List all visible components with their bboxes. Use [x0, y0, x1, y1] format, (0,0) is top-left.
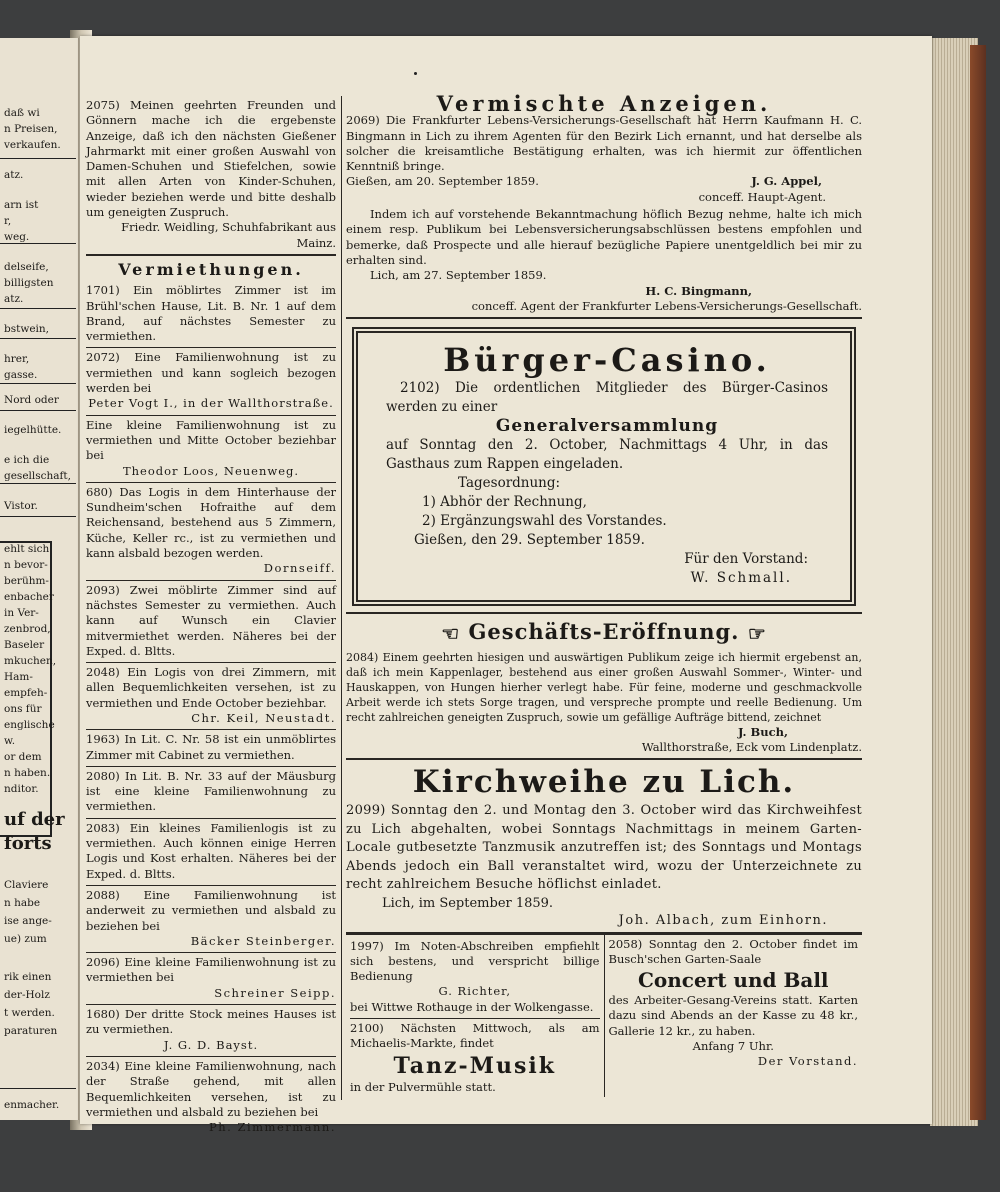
casino-text: 2102) Die ordentlichen Mitglieder des Bürger-Casinos werden zu einer	[386, 380, 828, 416]
section-heading-vermischte-anzeigen: Vermischte Anzeigen.	[436, 91, 772, 116]
ad-2100	[350, 1019, 600, 1095]
bottom-left-ads	[346, 935, 605, 1097]
ad-text: in der Pulvermühle statt.	[350, 1079, 496, 1094]
ad-2083	[86, 819, 336, 886]
left-page-text-fragment: verkaufen.	[4, 139, 61, 151]
ad-text: 2075) Meinen geehrten Freunden und Gönnern mache ich die ergebenste Anzeige, daß ich den nächsten Gießener Jahrmarkt mit einer großen Auswahl von Damen-Schuhen und Stiefelchen, sowie mit allen Arten von Kinder-Schuhen, wieder beziehen werde und bitte deshalb um geneigten Zuspruch.	[86, 98, 336, 220]
ad-2084	[346, 612, 862, 760]
ad-text: Indem ich auf vorstehende Bekanntmachung höflich Bezug nehme, halte ich mich einem resp. Publikum bei Lebensversicherungsabschlüssen bestens empfohlen und bemerke, daß Prospecte und alle hierauf bezügliche Papiere unentgeldlich bei mir zu erhalten sind.	[346, 207, 862, 267]
left-page-text-fragment: rik einen	[4, 971, 52, 983]
left-page-text-fragment: r,	[4, 215, 12, 227]
ad-680	[86, 483, 336, 581]
left-page-text-fragment: uf der	[4, 809, 65, 830]
pointing-hand-left-icon: ☜	[441, 621, 461, 646]
left-page-text-fragment: empfeh-	[4, 687, 48, 699]
left-page-text-fragment: e ich die	[4, 454, 50, 466]
left-page-text-fragment: delseife,	[4, 261, 49, 273]
left-column	[86, 96, 336, 1138]
ad-signature: G. Richter,	[438, 984, 512, 999]
casino-date: Gießen, den 29. September 1859.	[414, 532, 645, 549]
ad-signature-title: conceff. Haupt-Agent.	[698, 189, 826, 204]
left-page-text-fragment: zenbrod,	[4, 623, 51, 635]
ad-text: 1997) Im Noten-Abschreiben empfiehlt sich bestens, und verspricht billige Bedienung	[350, 938, 600, 984]
ad-signature: Friedr. Weidling, Schuhfabrikant aus Mainz.	[121, 220, 336, 250]
left-page-text-fragment: n Preisen,	[4, 123, 58, 135]
ad-2072	[86, 348, 336, 415]
left-page-text-fragment: weg.	[4, 231, 30, 243]
ad-text: 2099) Sonntag den 2. und Montag den 3. October wird das Kirchweihfest zu Lich abgehalten, wobei Sonntags Nachmittags in meinem Garten-Locale gutbesetzte Tanzmusik anzutreffen ist; des Sonntags und Montags Abends jedoch ein Ball veranstaltet wird, wozu der Unterzeichnete zu recht zahlreichem Besuche höflichst einladet.	[346, 803, 862, 893]
left-page-text-fragment: billigsten	[4, 277, 54, 289]
ad-text: 2048) Ein Logis von drei Zimmern, mit allen Bequemlichkeiten versehen, ist zu vermiethen und Ende October beziehbar.	[86, 665, 336, 710]
left-page-text-fragment: forts	[4, 833, 52, 854]
left-page-text-fragment: ehlt sich	[4, 543, 50, 555]
left-page-text-fragment: Nord oder	[4, 394, 59, 406]
left-page-text-fragment: or dem	[4, 751, 42, 763]
left-page-fragment	[0, 38, 79, 1120]
ad-signature: J. Buch,	[737, 724, 788, 739]
ad-2088	[86, 886, 336, 953]
right-column	[346, 91, 862, 1097]
book-cover	[970, 45, 986, 1120]
left-page-text-fragment: enmacher.	[4, 1099, 60, 1111]
left-page-text-fragment: paraturen	[4, 1025, 58, 1037]
left-page-rule	[0, 338, 76, 339]
left-page-rule	[0, 483, 76, 484]
left-page-text-fragment: ons für	[4, 703, 42, 715]
kirchweihe-title: Kirchweihe zu Lich.	[412, 764, 796, 801]
ad-signature-address: Wallthorstraße, Eck vom Lindenplatz.	[641, 739, 862, 754]
ad-text: 2083) Ein kleines Familienlogis ist zu vermiethen. Auch können einige Herren Logis und Kost erhalten. Näheres bei der Exped. d. Bltts.	[86, 820, 336, 881]
ad-signature: J. G. Appel,	[751, 174, 822, 189]
ad-signature: H. C. Bingmann,	[645, 283, 752, 298]
left-page-rule	[0, 383, 76, 384]
ad-2099	[346, 760, 862, 932]
ad-signature: J. G. D. Bayst.	[163, 1037, 259, 1052]
ad-2069	[346, 111, 862, 319]
left-page-text-fragment: Vistor.	[4, 500, 38, 512]
opening-title-line	[346, 616, 862, 650]
section-heading-vermiethungen: Vermiethungen.	[118, 259, 304, 279]
left-page-text-fragment: iegelhütte.	[4, 424, 62, 436]
left-page-rule	[0, 410, 76, 411]
ad-address: bei Wittwe Rothauge in der Wolkengasse.	[350, 999, 594, 1014]
left-page-text-fragment: berühm-	[4, 575, 49, 587]
left-page-text-fragment: Baseler	[4, 639, 45, 651]
left-page-rule	[0, 158, 76, 159]
left-page-text-fragment: t werden.	[4, 1007, 55, 1019]
ad-text: 680) Das Logis in dem Hinterhause der Sundheim'schen Hofraithe auf dem Reichensand, bestehend aus 5 Zimmern, Küche, Keller rc., ist zu vermiethen und kann alsbald bezogen werden.	[86, 484, 336, 561]
ad-signature: Schreiner Seipp.	[214, 985, 336, 1000]
left-page-text-fragment: enbacher	[4, 591, 54, 603]
ad-signature: Der Vorstand.	[757, 1054, 858, 1069]
ad-signature: Ph. Zimmermann.	[209, 1120, 336, 1135]
ad-text: des Arbeiter-Gesang-Vereins statt. Karten dazu sind Abends an der Kasse zu 48 kr., Gallerie 12 kr., zu haben.	[608, 993, 858, 1038]
ad-2080	[86, 767, 336, 819]
left-page-text-fragment: daß wi	[4, 107, 40, 119]
ad-2093	[86, 581, 336, 663]
ad-1963	[86, 730, 336, 767]
opening-title: Geschäfts-Eröffnung.	[468, 619, 740, 645]
left-page-text-fragment: atz.	[4, 293, 24, 305]
casino-signature: W. Schmall.	[690, 570, 792, 587]
ad-signature: Theodor Loos, Neuenweg.	[122, 463, 300, 478]
casino-title: Bürger-Casino.	[443, 341, 771, 380]
casino-generalversammlung: Generalversammlung	[495, 416, 719, 437]
left-page-text-fragment: n habe	[4, 897, 41, 909]
ad-kleine-familienwohnung	[86, 416, 336, 483]
ad-text: 2093) Zwei möblirte Zimmer sind auf nächstes Semester zu vermiethen. Auch kann auf Wunsch ein Clavier mitvermiethet werden. Näheres bei der Exped. d. Bltts.	[86, 582, 336, 658]
ad-1680	[86, 1005, 336, 1057]
left-page-rule	[0, 516, 76, 517]
ad-text: 1701) Ein möblirtes Zimmer ist im Brühl'schen Hause, Lit. B. Nr. 1 auf dem Brand, auf nächstes Semester zu vermiethen.	[86, 283, 336, 344]
casino-signature-title: Für den Vorstand:	[684, 551, 808, 568]
ad-signature: Bäcker Steinberger.	[190, 933, 336, 948]
left-page-text-fragment: ue) zum	[4, 933, 47, 945]
pointing-hand-right-icon: ☞	[747, 621, 767, 646]
ad-2058	[609, 937, 859, 1070]
ad-text: 1963) In Lit. C. Nr. 58 ist ein unmöblirtes Zimmer mit Cabinet zu vermiethen.	[86, 732, 336, 762]
left-page-text-fragment: n haben.	[4, 767, 51, 779]
ad-2096	[86, 953, 336, 1005]
ad-signature: Chr. Keil, Neustadt.	[191, 710, 336, 725]
column-divider	[341, 96, 342, 1100]
left-page-rule	[0, 1088, 76, 1089]
ad-text: Eine kleine Familienwohnung ist zu vermiethen und Mitte October beziehbar bei	[86, 417, 336, 463]
ad-date: Lich, am 27. September 1859.	[370, 268, 547, 283]
ad-2048	[86, 663, 336, 730]
left-page-text-fragment: atz.	[4, 169, 24, 181]
ad-2075	[86, 96, 336, 256]
bottom-two-columns	[346, 933, 862, 1097]
bottom-right-ads	[605, 935, 863, 1097]
left-page-rule	[0, 308, 76, 309]
left-page-text-fragment: Claviere	[4, 879, 49, 891]
ad-2034	[86, 1057, 336, 1138]
left-page-text-fragment: ise ange-	[4, 915, 52, 927]
casino-agenda-item: 1) Abhör der Rechnung,	[422, 494, 587, 511]
ad-text: 2069) Die Frankfurter Lebens-Versicherungs-Gesellschaft hat Herrn Kaufmann H. C. Bingmann in Lich zu ihrem Agenten für den Bezirk Lich ernannt, und hat derselbe als solcher die kreisamtliche Bestätigung erhalten, was ich hiermit zur öffentlichen Kenntniß bringe.	[346, 113, 862, 174]
left-page-text-fragment: bstwein,	[4, 323, 49, 335]
concert-ball-title: Concert und Ball	[637, 968, 829, 993]
ad-signature: Dornseiff.	[263, 561, 336, 576]
left-page-text-fragment: der-Holz	[4, 989, 50, 1001]
ad-text: 2080) In Lit. B. Nr. 33 auf der Mäusburg ist eine kleine Familienwohnung zu vermiethen.	[86, 768, 336, 814]
casino-agenda-item: 2) Ergänzungswahl des Vorstandes.	[422, 513, 667, 530]
ad-date: Lich, im September 1859.	[382, 895, 554, 911]
left-page-text-fragment: Ham-	[4, 671, 33, 683]
ad-text: 2096) Eine kleine Familienwohnung ist zu vermiethen bei	[86, 955, 336, 985]
ad-signature-title: conceff. Agent der Frankfurter Lebens-Versicherungs-Gesellschaft.	[471, 298, 862, 313]
ad-signature: Peter Vogt I., in der Wallthorstraße.	[88, 396, 334, 411]
tanz-musik-title: Tanz-Musik	[393, 1052, 556, 1079]
left-page-text-fragment: gasse.	[4, 369, 38, 381]
ad-text: 2058) Sonntag den 2. October findet im Busch'schen Garten-Saale	[608, 936, 858, 966]
ad-text: 2088) Eine Familienwohnung ist anderweit zu vermiethen und alsbald zu beziehen bei	[86, 887, 336, 933]
left-page-text-fragment: mkuchen,	[4, 655, 57, 667]
left-page-rule	[0, 243, 76, 244]
ad-text: 2034) Eine kleine Familienwohnung, nach der Straße gehend, mit allen Bequemlichkeiten versehen, ist zu vermiethen und alsbald zu beziehen bei	[86, 1058, 336, 1119]
left-page-text-fragment: englische	[4, 719, 55, 731]
ad-date: Gießen, am 20. September 1859.	[346, 174, 539, 189]
left-page-text-fragment: n bevor-	[4, 559, 48, 571]
ink-dot	[414, 72, 417, 75]
left-page-text-fragment: arn ist	[4, 199, 39, 211]
casino-text: auf Sonntag den 2. October, Nachmittags 4 Uhr, in das Gasthaus zum Rappen eingeladen.	[386, 437, 828, 473]
ad-text: 2100) Nächsten Mittwoch, als am Michaelis-Markte, findet	[350, 1021, 600, 1051]
ad-time: Anfang 7 Uhr.	[692, 1039, 774, 1054]
left-page-text-fragment: hrer,	[4, 353, 30, 365]
ad-text: 1680) Der dritte Stock meines Hauses ist zu vermiethen.	[86, 1007, 336, 1037]
casino-agenda-heading: Tagesordnung:	[458, 475, 561, 492]
ad-signature: Joh. Albach, zum Einhorn.	[618, 913, 828, 929]
left-page-text-fragment: in Ver-	[4, 607, 39, 619]
left-page-text-fragment: w.	[4, 735, 16, 747]
left-page-text-fragment: gesellschaft,	[4, 470, 71, 482]
ad-date-line	[346, 174, 862, 189]
ad-text: 2084) Einem geehrten hiesigen und auswärtigen Publikum zeige ich hiermit ergebenst an, daß ich mein Kappenlager, bestehend aus einer großen Auswahl Sommer-, Winter- und Hauskappen, von Hungen hierher verlegt habe. Für feine, moderne und geschmackvolle Arbeit werde ich stets Sorge tragen, und verspreche prompte und reelle Bedienung. Um recht zahlreichen geneigten Zuspruch, sowie um gefällige Aufträge bittend, zeichnet	[346, 650, 862, 724]
buerger-casino-box	[352, 327, 856, 606]
ad-1701	[86, 281, 336, 348]
left-page-text-fragment: nditor.	[4, 783, 39, 795]
ad-1997	[350, 937, 600, 1019]
ad-text: 2072) Eine Familienwohnung ist zu vermiethen und kann sogleich bezogen werden bei	[86, 350, 336, 396]
